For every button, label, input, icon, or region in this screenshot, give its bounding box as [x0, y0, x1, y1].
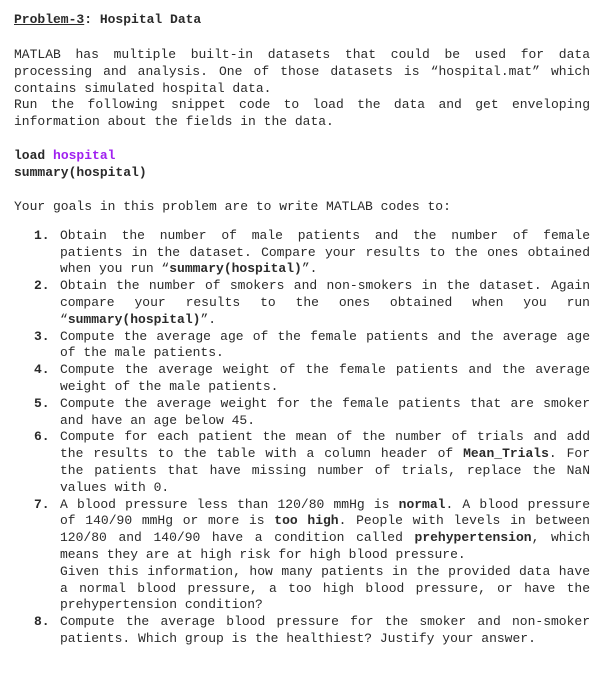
task-text: A blood pressure less than 120/80 mmHg is normal. A blood pressure of 140/90 mmHg or more is too high. People with levels in between 120/80 and 140/90 have a condition called prehypertension, which means they are at high risk for high blood pressure.	[60, 496, 591, 562]
task-text: Compute the average weight for the female patients that are smoker and have an age below 45.	[60, 395, 590, 428]
problem-title-prefix: Problem-3	[14, 12, 85, 27]
task-item-3	[14, 329, 590, 363]
task-number: 8.	[34, 614, 50, 630]
task-text: Obtain the number of male patients and the number of female patients in the dataset. Compare your results to the ones obtained when you run “summary(hospital)”.	[60, 227, 590, 277]
task-number: 4.	[34, 362, 50, 378]
problem-title	[14, 12, 590, 28]
task-item-1	[14, 228, 590, 278]
task-number: 2.	[34, 278, 50, 294]
task-item-8	[14, 614, 590, 648]
task-item-5	[14, 396, 590, 430]
task-number: 3.	[34, 328, 50, 344]
task-text: Compute for each patient the mean of the number of trials and add the results to the table with a column header of Mean_Trials. For the patients that have missing number of trials, replace the NaN values with 0.	[60, 429, 590, 495]
task-number: 5.	[34, 395, 50, 411]
goals-heading: Your goals in this problem are to write MATLAB codes to:	[14, 198, 451, 214]
task-item-6	[14, 429, 590, 496]
task-item-2	[14, 278, 590, 328]
task-number: 1.	[34, 227, 50, 243]
task-text-followup: Given this information, how many patients in the provided data have a normal blood pressure, a too high blood pressure, or have the prehypertension condition?	[60, 563, 590, 613]
task-text: Compute the average blood pressure for the smoker and non-smoker patients. Which group is the healthiest? Justify your answer.	[60, 614, 590, 646]
task-text: Obtain the number of smokers and non-smokers in the dataset. Again compare your results to the ones obtained when you run “summary(hospital)”.	[60, 278, 590, 327]
code-snippet	[14, 147, 590, 181]
task-text: Compute the average weight of the female patients and the average weight of the male patients.	[60, 362, 590, 394]
intro-paragraph: MATLAB has multiple built-in datasets that could be used for data processing and analysis. One of those datasets is “hospital.mat” which contains simulated hospital data.	[14, 47, 590, 96]
task-text: Compute the average age of the female patients and the average age of the male patients.	[60, 328, 590, 361]
problem-title-rest: : Hospital Data	[84, 12, 202, 27]
code-line-load	[14, 147, 590, 164]
task-item-7	[14, 497, 590, 615]
task-number: 7.	[34, 496, 50, 512]
code-argument: hospital	[53, 147, 116, 163]
task-number: 6.	[34, 429, 50, 445]
code-line-summary: summary(hospital)	[14, 164, 147, 180]
intro-instruction: Run the following snippet code to load the data and get enveloping information about the fields in the data.	[14, 97, 590, 130]
code-command: load	[14, 147, 46, 163]
task-item-4	[14, 362, 590, 396]
task-list	[14, 228, 590, 648]
